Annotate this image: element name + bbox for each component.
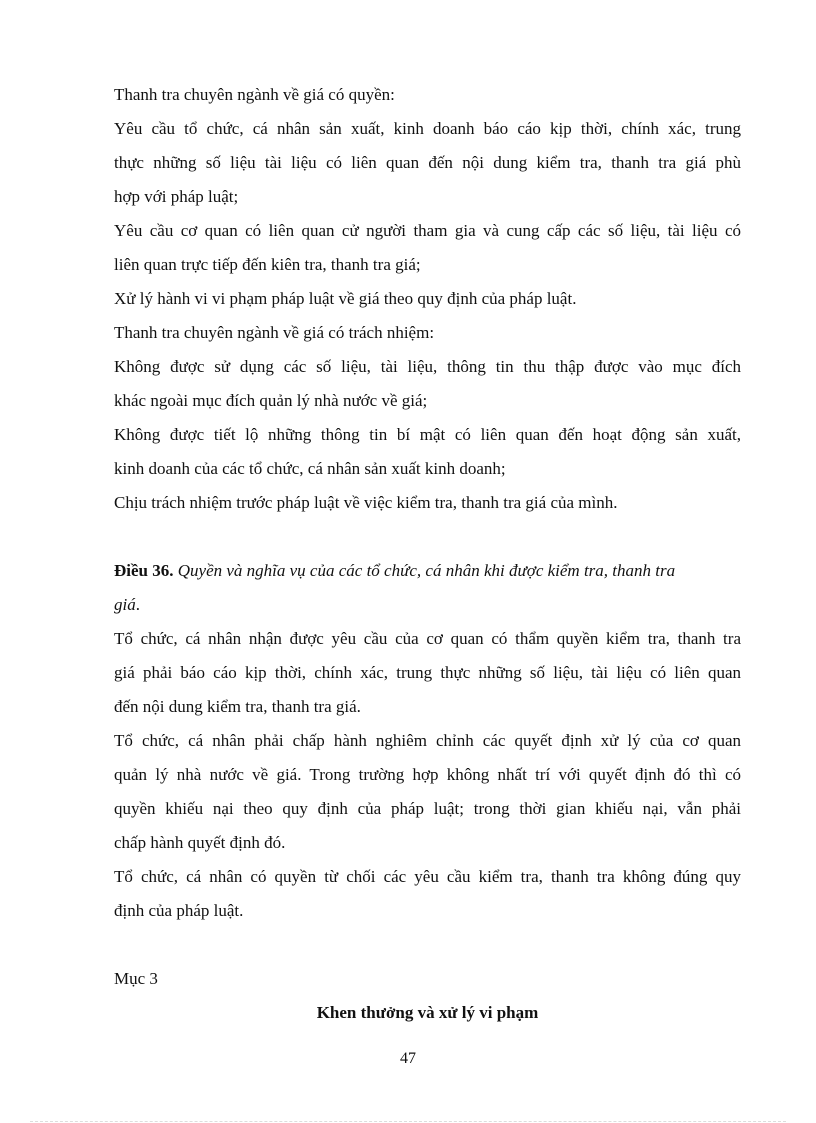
paragraph-block-inspection-powers (114, 78, 741, 520)
text-line: Yêu cầu cơ quan có liên quan cử người tham gia và cung cấp các số liệu, tài liệu có (114, 221, 741, 240)
text-line: liên quan trực tiếp đến kiên tra, thanh tra giá; (114, 255, 421, 274)
text-line: Không được tiết lộ những thông tin bí mật có liên quan đến hoạt động sản xuất, (114, 425, 741, 444)
section-heading: Khen thưởng và xử lý vi phạm (316, 1003, 539, 1022)
spacer (114, 520, 741, 554)
page-bottom-rule (30, 1121, 786, 1122)
text-line: quản lý nhà nước về giá. Trong trường hợp không nhất trí với quyết định đó thì có (114, 765, 741, 784)
text-line: Tổ chức, cá nhân phải chấp hành nghiêm chỉnh các quyết định xử lý của cơ quan (114, 731, 741, 750)
text-line: đến nội dung kiểm tra, thanh tra giá. (114, 697, 361, 716)
text-line: quyền khiếu nại theo quy định của pháp luật; trong thời gian khiếu nại, vẫn phải (114, 799, 741, 818)
text-line: Thanh tra chuyên ngành về giá có trách nhiệm: (114, 323, 435, 342)
paragraph-block-obligations (114, 622, 741, 928)
text-line: Không được sử dụng các số liệu, tài liệu, thông tin thu thập được vào mục đích (114, 357, 741, 376)
section-label: Mục 3 (114, 969, 158, 988)
text-line: chấp hành quyết định đó. (114, 833, 286, 852)
document-body (114, 78, 741, 1030)
article-title: Quyền và nghĩa vụ của các tổ chức, cá nhân khi được kiểm tra, thanh tra (177, 561, 676, 580)
article-heading-line-1 (114, 554, 741, 588)
text-line: Chịu trách nhiệm trước pháp luật về việc kiểm tra, thanh tra giá của mình. (114, 493, 618, 512)
text-line: khác ngoài mục đích quản lý nhà nước về giá; (114, 391, 428, 410)
text-line: hợp với pháp luật; (114, 187, 239, 206)
text-line: định của pháp luật. (114, 901, 244, 920)
article-label: Điều 36. (114, 561, 174, 580)
text-line: kinh doanh của các tổ chức, cá nhân sản xuất kinh doanh; (114, 459, 506, 478)
text-line: Thanh tra chuyên ngành về giá có quyền: (114, 85, 395, 104)
article-title-cont: giá (114, 595, 136, 614)
spacer (114, 928, 741, 962)
article-heading-line-2 (114, 588, 741, 622)
text-line: Tổ chức, cá nhân có quyền từ chối các yêu cầu kiểm tra, thanh tra không đúng quy (114, 867, 741, 886)
text-line: giá phải báo cáo kịp thời, chính xác, trung thực những số liệu, tài liệu có liên quan (114, 663, 741, 682)
page-number: 47 (400, 1050, 416, 1067)
text-line: Xử lý hành vi vi phạm pháp luật về giá theo quy định của pháp luật. (114, 289, 577, 308)
text-line: thực những số liệu tài liệu có liên quan đến nội dung kiểm tra, thanh tra giá phù (114, 153, 741, 172)
text-line: Yêu cầu tổ chức, cá nhân sản xuất, kinh doanh báo cáo kịp thời, chính xác, trung (114, 119, 741, 138)
text-line: Tổ chức, cá nhân nhận được yêu cầu của cơ quan có thẩm quyền kiểm tra, thanh tra (114, 629, 741, 648)
article-title-end: . (135, 595, 140, 614)
